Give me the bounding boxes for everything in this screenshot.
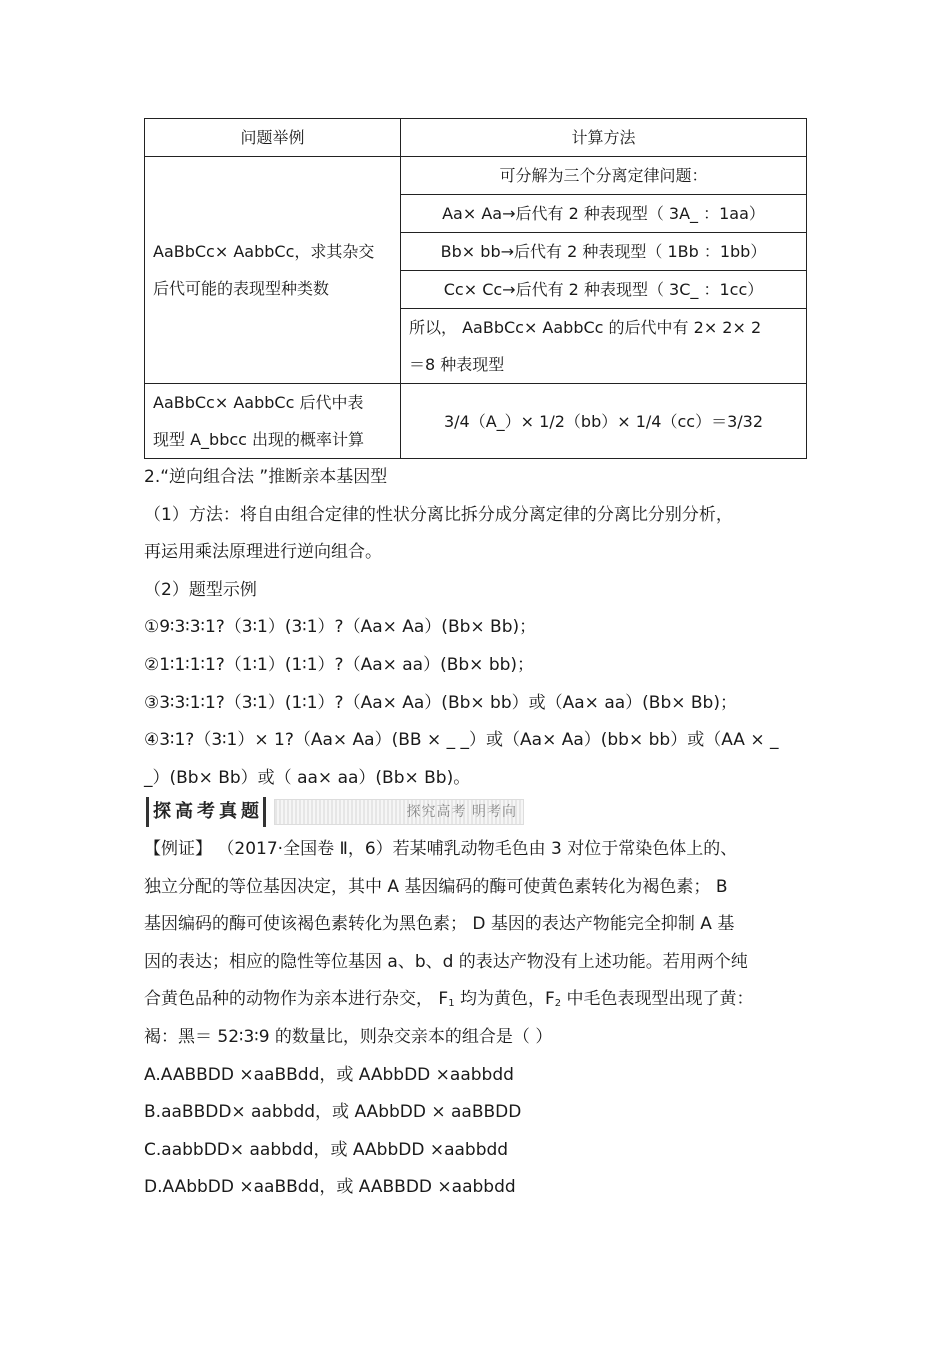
section2-example-1: ①9∶3∶3∶1?（3∶1）(3∶1）?（Aa× Aa）(Bb× Bb)； xyxy=(144,617,537,638)
section2-example-3: ③3∶3∶1∶1?（3∶1）(1∶1）?（Aa× Aa）(Bb× bb）或（Aa× aa）(Bb× Bb)； xyxy=(144,692,737,713)
row1-example-line1: AaBbCc× AabbCc，求其杂交 xyxy=(153,242,375,261)
section2-title: 2.“逆向组合法 ”推断亲本基因型 xyxy=(144,467,388,487)
example-line5-mid: 均为黄色，F xyxy=(454,989,555,1010)
option-d: D.AAbbDD ×aaBBdd，或 AABBDD ×aabbdd xyxy=(144,1177,516,1198)
section2-example-4-line1: ④3∶1?（3∶1）× 1?（Aa× Aa）(BB × _ _）或（Aa× Aa）(bb× bb）或（AA × _ xyxy=(144,730,779,751)
section2-example-4-line2: _）(Bb× Bb）或（ aa× aa）(Bb× Bb)。 xyxy=(144,767,471,788)
row2-example-line1: AaBbCc× AabbCc 后代中表 xyxy=(153,393,364,412)
row1-example-line2: 后代可能的表现型种类数 xyxy=(153,279,330,298)
example-line6: 褐：黑＝ 52∶3∶9 的数量比，则杂交亲本的组合是（ ） xyxy=(144,1026,553,1047)
banner-subtitle: 探究高考 明考向 xyxy=(406,804,517,820)
section2-method-line2: 再运用乘法原理进行逆向组合。 xyxy=(144,542,382,563)
row1-method-cc: Cc× Cc→后代有 2 种表现型（ 3C_ ：1cc） xyxy=(401,271,807,309)
example-line3: 基因编码的酶可使该褐色素转化为黑色素； D 基因的表达产物能完全抑制 A 基 xyxy=(144,914,735,935)
banner-tag: 探高考真题 xyxy=(146,797,266,827)
example-line5-pre: 合黄色品种的动物作为亲本进行杂交， F xyxy=(144,989,449,1010)
f1-subscript: 1 xyxy=(448,998,455,1010)
section-banner xyxy=(146,797,524,827)
header-question-example: 问题举例 xyxy=(145,119,401,157)
calculation-table xyxy=(144,118,807,459)
f2-subscript: 2 xyxy=(554,998,562,1010)
option-b: B.aaBBDD× aabbdd，或 AAbbDD × aaBBDD xyxy=(144,1102,522,1123)
example-line1: 【例证】 （2017·全国卷 Ⅱ，6）若某哺乳动物毛色由 3 对位于常染色体上的、 xyxy=(144,839,738,859)
row2-example-line2: 现型 A_bbcc 出现的概率计算 xyxy=(153,430,365,449)
row1-method-aa: Aa× Aa→后代有 2 种表现型（ 3A_ ：1aa） xyxy=(401,195,807,233)
row1-method-total-line1: 所以， AaBbCc× AabbCc 的后代中有 2× 2× 2 xyxy=(409,318,762,337)
banner-bar xyxy=(274,799,524,825)
exam-example xyxy=(144,831,824,1207)
row1-method-intro: 可分解为三个分离定律问题： xyxy=(401,157,807,195)
row1-example xyxy=(145,157,401,384)
table-row xyxy=(145,157,807,195)
option-a: A.AABBDD ×aaBBdd，或 AAbbDD ×aabbdd xyxy=(144,1064,514,1085)
row2-method: 3/4（A_）× 1/2（bb）× 1/4（cc）＝3/32 xyxy=(401,384,807,459)
section2 xyxy=(144,459,824,797)
example-line2: 独立分配的等位基因决定，其中 A 基因编码的酶可使黄色素转化为褐色素； B xyxy=(144,876,728,897)
row1-method-bb: Bb× bb→后代有 2 种表现型（ 1Bb ：1bb） xyxy=(401,233,807,271)
row1-method-total-line2: ＝8 种表现型 xyxy=(409,355,505,374)
table-header-row xyxy=(145,119,807,157)
table-row xyxy=(145,384,807,459)
section2-example-2: ②1∶1∶1∶1?（1∶1）(1∶1）?（Aa× aa）(Bb× bb)； xyxy=(144,654,535,675)
row2-example xyxy=(145,384,401,459)
example-line4: 因的表达；相应的隐性等位基因 a、b、d 的表达产物没有上述功能。若用两个纯 xyxy=(144,951,748,972)
section2-method-line1: （1）方法：将自由组合定律的性状分离比拆分成分离定律的分离比分别分析， xyxy=(144,504,733,525)
option-c: C.aabbDD× aabbdd，或 AAbbDD ×aabbdd xyxy=(144,1139,509,1160)
row1-method-total xyxy=(401,309,807,384)
example-line5-post: 中毛色表现型出现了黄： xyxy=(561,989,754,1010)
section2-examples-title: （2）题型示例 xyxy=(144,579,257,600)
header-calculation-method: 计算方法 xyxy=(401,119,807,157)
example-line5 xyxy=(144,981,824,1019)
